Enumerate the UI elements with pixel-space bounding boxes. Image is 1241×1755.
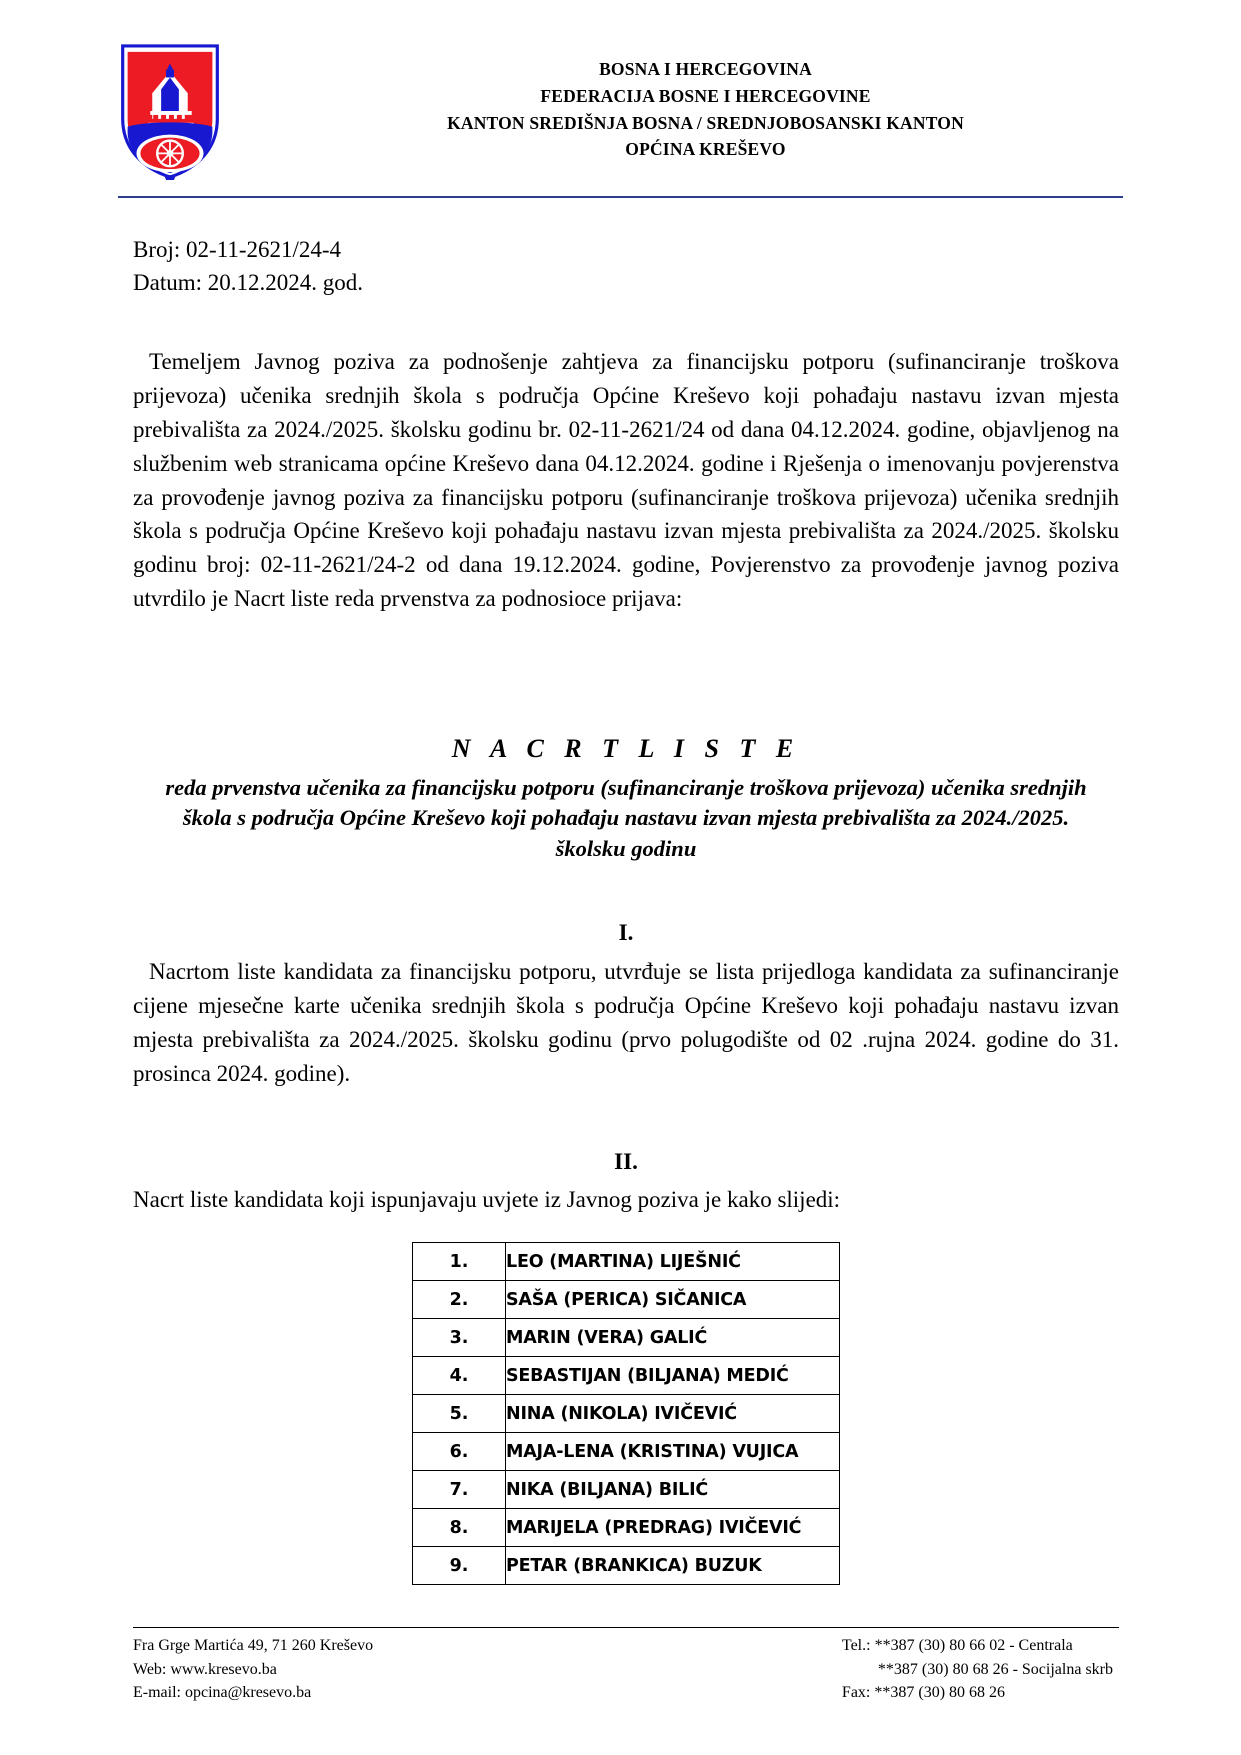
footer-address: Fra Grge Martića 49, 71 260 Kreševo [133,1636,374,1654]
table-row [413,1547,840,1585]
page-title: N A C R T L I S T E [451,733,801,763]
document-body [133,234,1119,1585]
footer-web[interactable]: Web: www.kresevo.ba [133,1660,277,1678]
section-i-text: Nacrtom liste kandidata za financijsku potporu, utvrđuje se lista prijedloga kandidata za sufinanciranje cijene mjesečne karte učenika srednjih škola s područja Općine Kreševo koji pohađaju nastavu izvan mjesta prebivališta za 2024./2025. školsku godinu (prvo polugodište od 02 .rujna 2024. godine do 31. prosinca 2024. godine). [133,959,1119,1086]
footer-contact-left [133,1634,373,1705]
footer-contact-right [842,1634,1119,1705]
candidate-name: MARIJELA (PREDRAG) IVIČEVIĆ [506,1509,840,1547]
candidate-number: 8. [413,1509,506,1547]
footer-email[interactable]: E-mail: opcina@kresevo.ba [133,1684,312,1702]
table-row [413,1243,840,1281]
coat-of-arms-icon [114,42,226,180]
page-subtitle: reda prvenstva učenika za financijsku potporu (sufinanciranje troškova prijevoza) učenika srednjih škola s područja Općine Kreševo koji pohađaju nastavu izvan mjesta prebivališta za 2024./2025. školsku godinu [165,774,1087,861]
title-block [133,734,1119,865]
candidate-number: 9. [413,1547,506,1585]
document-header [0,0,1241,180]
intro-paragraph: Temeljem Javnog poziva za podnošenje zahtjeva za financijsku potporu (sufinanciranje troškova prijevoza) učenika srednjih škola s područja Općine Kreševo koji pohađaju nastavu izvan mjesta prebivališta za 2024./2025. školsku godinu br. 02-11-2621/24 od dana 04.12.2024. godine, objavljenog na službenim web stranicama općine Kreševo dana 04.12.2024. godine i Rješenja o imenovanju povjerenstva za provođenje javnog poziva za financijsku potporu (sufinanciranje troškova prijevoza) učenika srednjih škola s područja Općine Kreševo koji pohađaju nastavu izvan mjesta prebivališta za 2024./2025. školsku godinu broj: 02-11-2621/24-2 od dana 19.12.2024. godine, Povjerenstvo za provođenje javnog poziva utvrdilo je Nacrt liste reda prvenstva za podnosioce prijava: [133,349,1119,611]
candidate-number: 4. [413,1357,506,1395]
table-row [413,1319,840,1357]
candidate-name: LEO (MARTINA) LIJEŠNIĆ [506,1243,840,1281]
candidate-table-body [413,1243,840,1585]
footer-fax: Fax: **387 (30) 80 68 26 [841,1684,1006,1702]
header-line-canton: KANTON SREDIŠNJA BOSNA / SREDNJOBOSANSKI KANTON [447,112,964,133]
table-row [413,1281,840,1319]
candidate-table-container [133,1242,1119,1585]
table-row [413,1395,840,1433]
candidate-number: 3. [413,1319,506,1357]
document-date: Datum: 20.12.2024. god. [133,269,363,295]
candidate-number: 5. [413,1395,506,1433]
document-number: Broj: 02-11-2621/24-4 [133,237,342,262]
candidate-name: NINA (NIKOLA) IVIČEVIĆ [506,1395,840,1433]
candidate-number: 7. [413,1471,506,1509]
candidate-table [412,1242,840,1585]
crest-container [0,42,300,180]
section-ii-roman: II. [614,1148,638,1174]
header-line-municipality: OPĆINA KREŠEVO [625,139,786,160]
table-row [413,1357,840,1395]
candidate-number: 1. [413,1243,506,1281]
candidate-name: MAJA-LENA (KRISTINA) VUJICA [506,1433,840,1471]
candidate-name: SEBASTIJAN (BILJANA) MEDIĆ [506,1357,840,1395]
document-footer [133,1627,1119,1705]
candidate-name: NIKA (BILJANA) BILIĆ [506,1471,840,1509]
header-line-federation: FEDERACIJA BOSNE I HERCEGOVINE [540,85,871,106]
footer-tel-social: **387 (30) 80 68 26 - Socijalna skrb [877,1660,1113,1678]
header-divider [118,196,1123,198]
section-i-roman: I. [618,920,634,946]
reference-block [133,234,1119,299]
header-text-block [300,42,1241,163]
table-row [413,1433,840,1471]
table-row [413,1471,840,1509]
footer-divider [133,1627,1119,1628]
header-line-country: BOSNA I HERCEGOVINA [599,59,812,79]
candidate-name: MARIN (VERA) GALIĆ [506,1319,840,1357]
footer-columns [133,1634,1119,1705]
candidate-number: 6. [413,1433,506,1471]
section-ii-text: Nacrt liste kandidata koji ispunjavaju uvjete iz Javnog poziva je kako slijedi: [133,1186,841,1212]
candidate-number: 2. [413,1281,506,1319]
footer-tel-central: Tel.: **387 (30) 80 66 02 - Centrala [841,1636,1073,1654]
candidate-name: SAŠA (PERICA) SIČANICA [506,1281,840,1319]
candidate-name: PETAR (BRANKICA) BUZUK [506,1547,840,1585]
table-row [413,1509,840,1547]
